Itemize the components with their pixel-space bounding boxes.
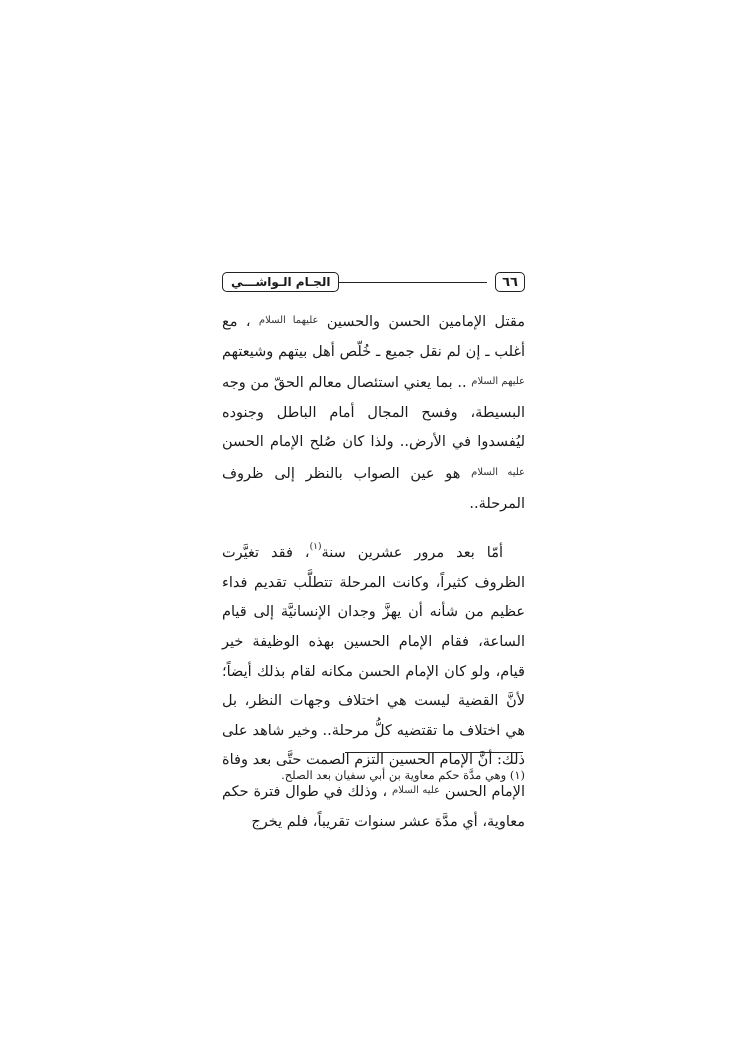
- main-text: [222, 306, 525, 837]
- p2-text-1: أمّا بعد مرور عشرين سنة: [321, 545, 503, 562]
- p2-text-2: ، فقد تغيَّرت الظروف كثيراً، وكانت المرحلة تتطلَّب تقديم فداء عظيم من شأنه أن يهزَّ وجدان الإنسانيَّة إلى قيام الساعة، فقام الإمام الحسين بهذه الوظيفة خير قيام، ولو كان الإمام الحسن مكانه لقام بذلك أيضاً؛ لأنَّ القضية ليست هي اختلاف وجهات النظر، بل هي اختلاف ما تقتضيه كلُّ مرحلة.. وخير شاهد على ذلك: أنَّ الإمام الحسين التزم الصمت حتَّى بعد وفاة الإمام الحسن: [222, 545, 525, 800]
- honorific-icon: عليه السلام: [392, 784, 441, 796]
- footnote-separator: [345, 752, 523, 753]
- footnote: (١) وهي مدَّة حكم معاوية بن أبي سفيان بعد الصلح.: [281, 768, 525, 782]
- page-number: ٦٦: [495, 272, 525, 292]
- running-title: الجـام الـواشـــي: [222, 272, 339, 292]
- p2-text-3: ، وذلك في طوال فترة حكم معاوية، أي مدَّة عشر سنوات تقريباً، فلم يخرج: [222, 783, 525, 830]
- p1-text-1: مقتل الإمامين الحسن والحسين: [326, 314, 526, 330]
- honorific-icon: عليهما السلام: [258, 315, 319, 326]
- honorific-icon: عليهم السلام: [471, 376, 525, 388]
- paragraph-1: [222, 306, 525, 519]
- p1-text-2: ، مع أغلب ـ إن لم نقل جميع ـ خُلّص أهل بيتهم وشيعتهم: [222, 314, 525, 360]
- paragraph-2: [222, 533, 525, 837]
- honorific-icon: عليه السلام: [471, 466, 526, 478]
- page-header: [222, 272, 525, 294]
- p1-text-4: هو عين الصواب بالنظر إلى ظروف المرحلة..: [222, 465, 525, 512]
- p1-text-3: .. بما يعني استئصال معالم الحقّ من وجه البسيطة، وفسح المجال أمام الباطل وجنوده ليُفسدوا في الأرض.. ولذا كان صُلح الإمام الحسن: [222, 375, 525, 451]
- footnote-reference[interactable]: (١): [309, 542, 322, 553]
